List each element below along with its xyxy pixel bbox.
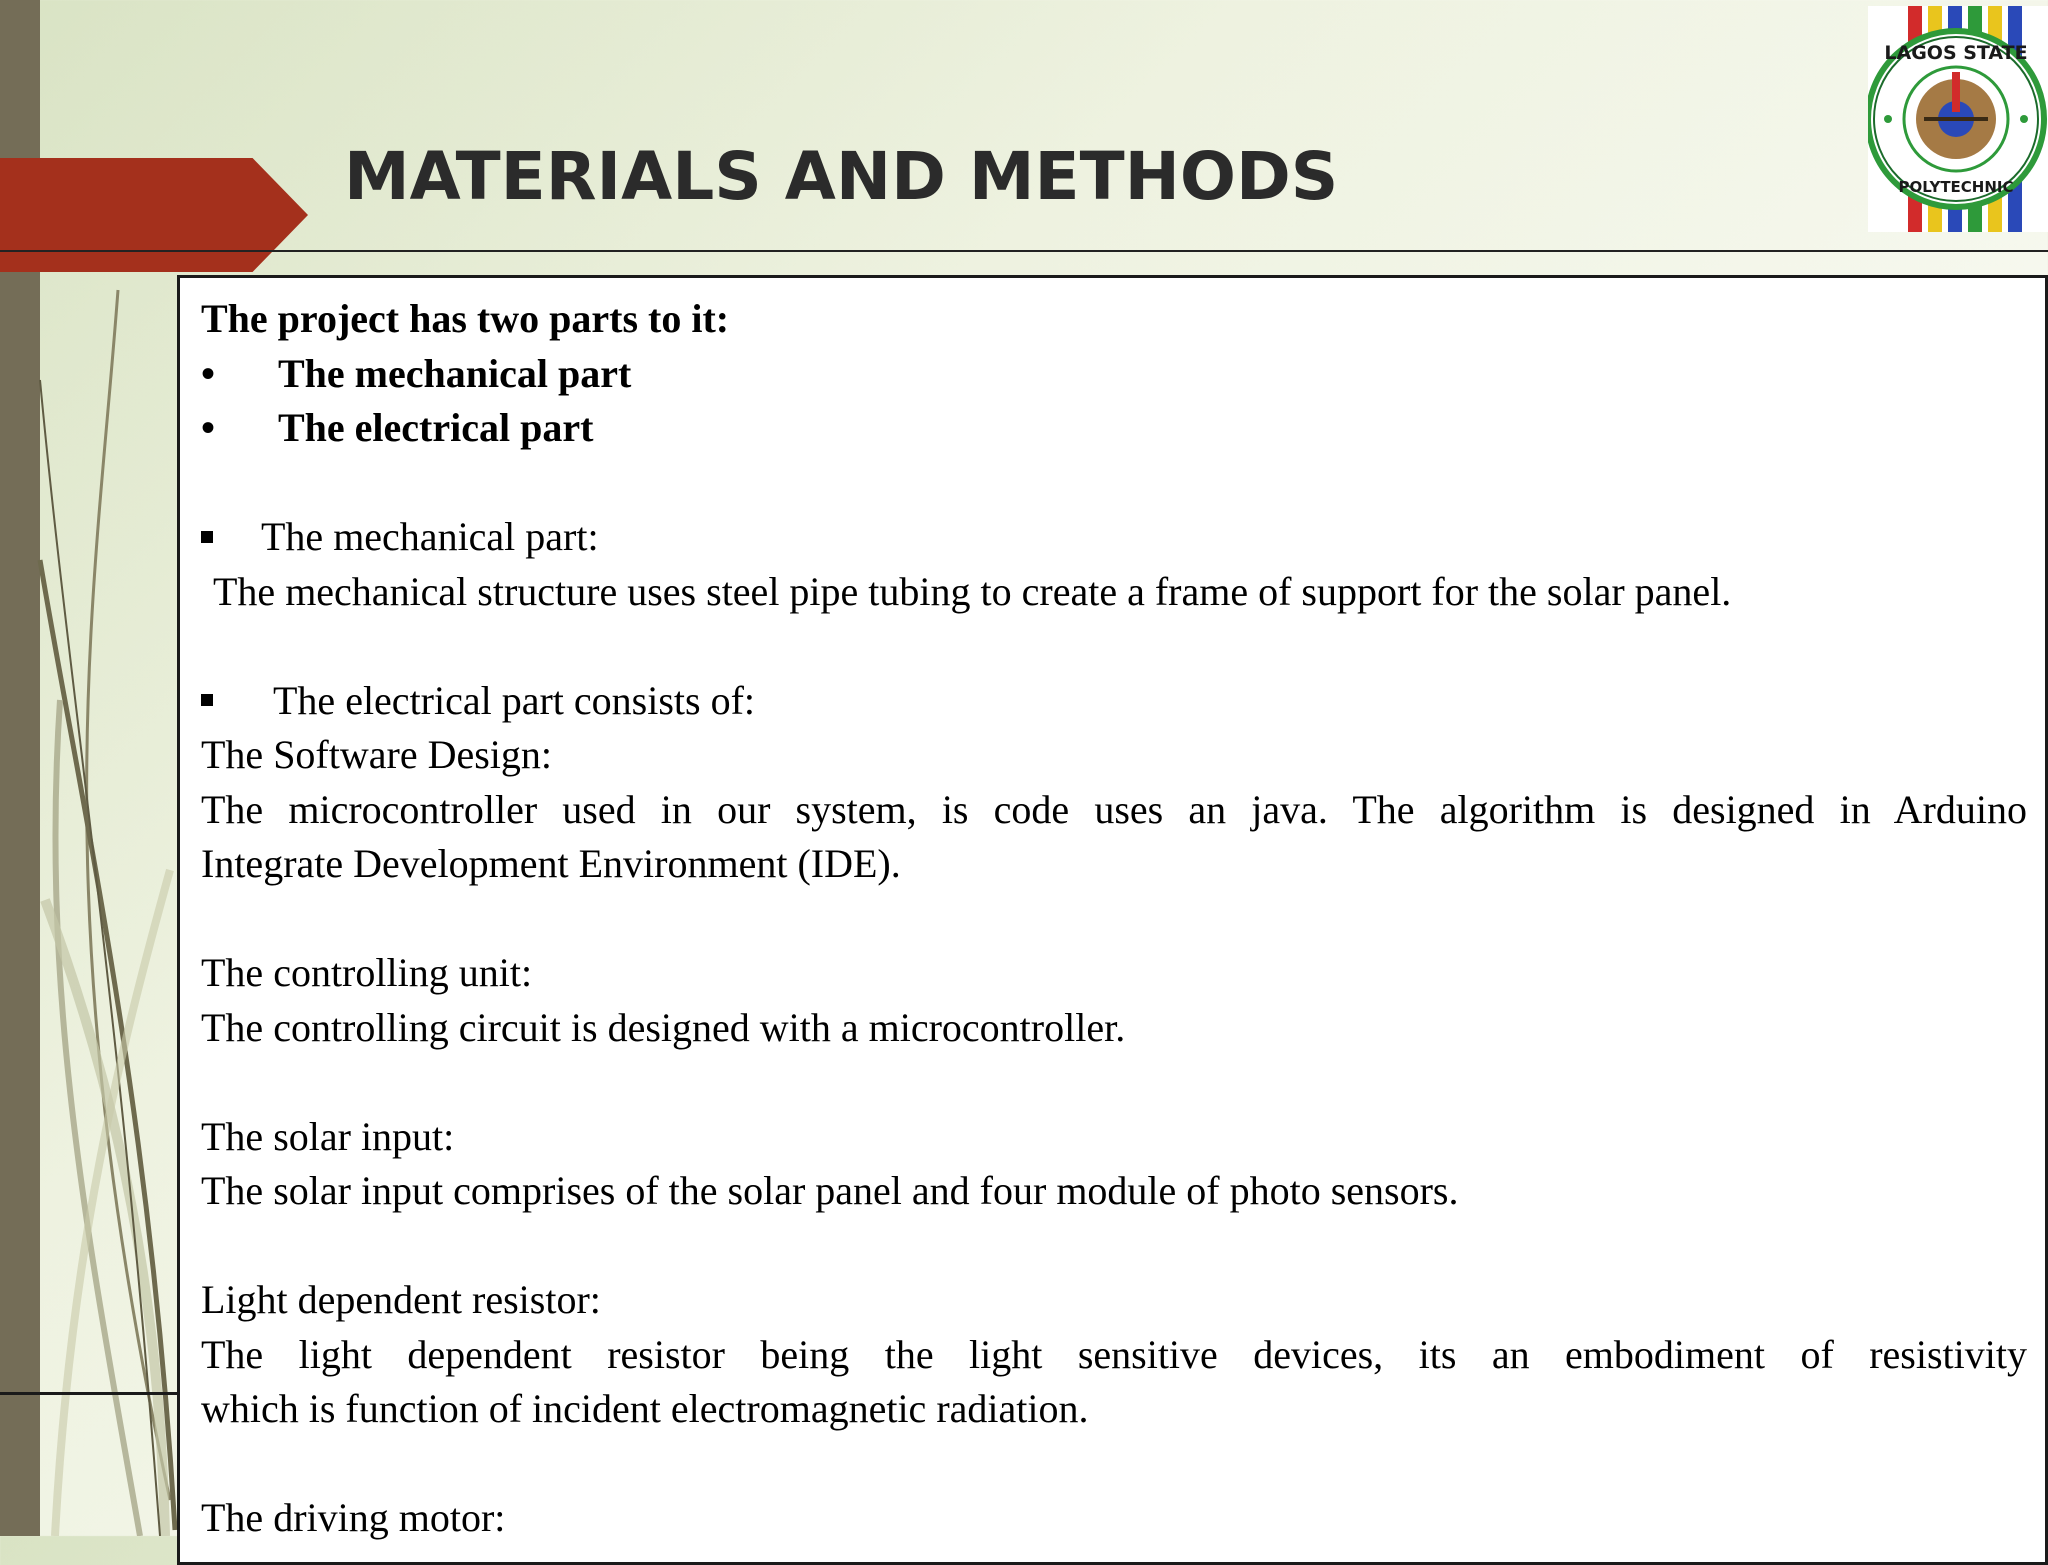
decorative-bottom-rule — [0, 1392, 182, 1395]
content-box — [177, 275, 2048, 1565]
title-arrow-accent — [0, 158, 308, 272]
software-description-line: The microcontroller used in our system, is code uses an java. The algorithm is designed in Arduino — [201, 786, 2027, 832]
section-heading-mechanical: The mechanical part: — [201, 510, 2027, 565]
controlling-heading: The controlling unit: — [201, 950, 533, 995]
mechanical-description: The mechanical structure uses steel pipe tubing to create a frame of support for the solar panel. — [213, 568, 1732, 614]
solar-description: The solar input comprises of the solar panel and four module of photo sensors. — [201, 1168, 1459, 1213]
slide-title: MATERIALS AND METHODS — [344, 138, 1339, 215]
ldr-heading: Light dependent resistor: — [201, 1277, 601, 1322]
software-description-line: Integrate Development Environment (IDE). — [201, 841, 901, 886]
solar-heading: The solar input: — [201, 1113, 455, 1159]
list-item: • The electrical part — [201, 405, 594, 450]
section-heading-electrical: The electrical part consists of: — [201, 674, 2027, 729]
part-label: The mechanical part — [278, 350, 632, 396]
controlling-description: The controlling circuit is designed with a microcontroller. — [201, 1004, 1126, 1050]
intro-text: The project has two parts to it: — [201, 296, 730, 341]
list-item: • The mechanical part — [201, 350, 632, 396]
title-divider — [0, 250, 2048, 252]
ldr-description-line: which is function of incident electromagnetic radiation. — [201, 1386, 1089, 1431]
logo-text-bottom: POLYTECHNIC — [1898, 178, 2014, 196]
lagos-state-polytechnic-logo — [1868, 6, 2048, 232]
motor-heading: The driving motor: — [201, 1495, 506, 1540]
software-heading: The Software Design: — [201, 732, 553, 777]
part-label: The electrical part — [278, 405, 594, 450]
logo-text-top: LAGOS STATE — [1884, 42, 2028, 64]
square-bullet-icon — [201, 694, 213, 706]
ldr-description-line: The light dependent resistor being the light sensitive devices, its an embodiment of resistivity — [201, 1331, 2027, 1377]
square-bullet-icon — [201, 531, 213, 543]
